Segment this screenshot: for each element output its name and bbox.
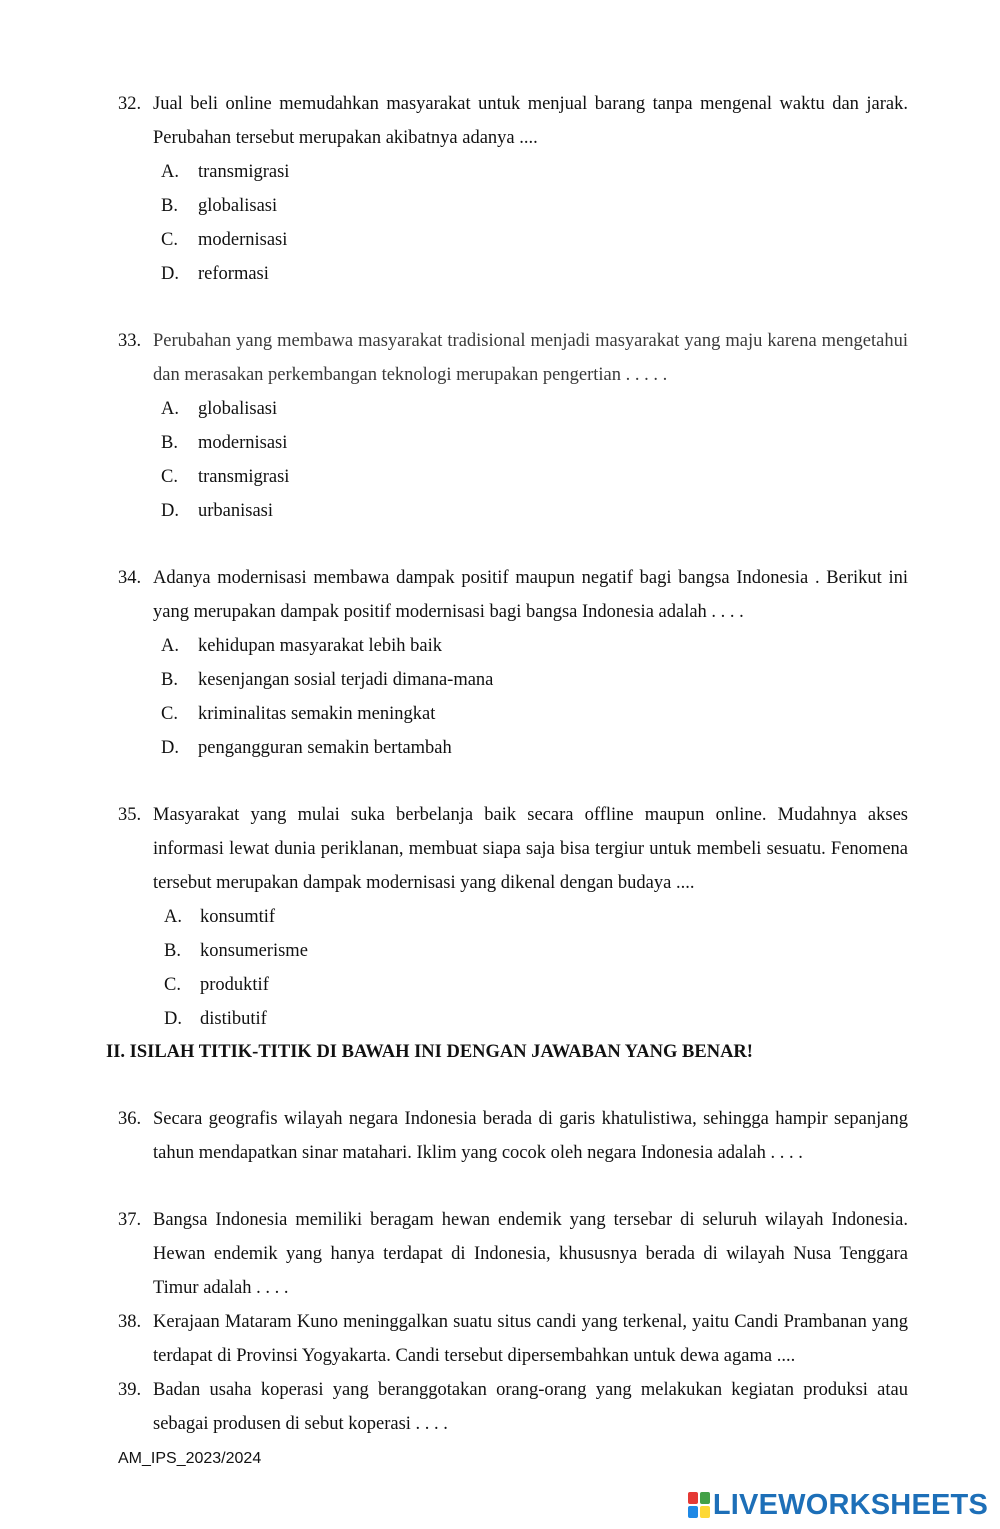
question-number: 34.	[118, 568, 142, 588]
question-text: Secara geografis wilayah negara Indonesia berada di garis khatulistiwa, sehingga hampir sepanjang tahun mendapatkan sinar matahari. Iklim yang cocok oleh negara Indonesia adalah . . . .	[153, 1109, 908, 1163]
option-b[interactable]: B. konsumerisme	[164, 941, 308, 961]
option-list	[118, 155, 908, 291]
question-number: 33.	[118, 331, 142, 351]
question-text: Adanya modernisasi membawa dampak positif maupun negatif bagi bangsa Indonesia . Berikut ini yang merupakan dampak positif modernisasi bagi bangsa Indonesia adalah . . . .	[153, 568, 908, 622]
option-d[interactable]: D. urbanisasi	[161, 501, 274, 521]
question-38	[118, 1305, 908, 1373]
option-c[interactable]: C. kriminalitas semakin meningkat	[161, 704, 436, 724]
question-number: 36.	[118, 1109, 142, 1129]
question-number: 35.	[118, 805, 142, 825]
question-34	[118, 561, 908, 765]
option-b[interactable]: B. modernisasi	[161, 433, 288, 453]
option-list	[118, 392, 908, 528]
option-list	[118, 629, 908, 765]
question-32	[118, 87, 908, 291]
option-list	[118, 900, 908, 1036]
liveworksheets-logo-icon	[688, 1492, 710, 1518]
question-number: 32.	[118, 94, 142, 114]
question-text: Perubahan yang membawa masyarakat tradisional menjadi masyarakat yang maju karena mengetahui dan merasakan perkembangan teknologi merupakan pengertian . . . . .	[153, 331, 908, 385]
footer-code: AM_IPS_2023/2024	[118, 1450, 262, 1467]
logo-square-green	[700, 1492, 710, 1504]
option-b[interactable]: B. kesenjangan sosial terjadi dimana-mana	[161, 670, 494, 690]
brand-name: LIVEWORKSHEETS	[712, 1488, 988, 1521]
option-d[interactable]: D. distibutif	[164, 1009, 267, 1029]
option-a[interactable]: A. globalisasi	[161, 399, 278, 419]
option-d[interactable]: D. reformasi	[161, 264, 269, 284]
liveworksheets-brand[interactable]	[688, 1488, 988, 1522]
option-a[interactable]: A. transmigrasi	[161, 162, 290, 182]
option-c[interactable]: C. transmigrasi	[161, 467, 290, 487]
option-c[interactable]: C. modernisasi	[161, 230, 288, 250]
question-number: 39.	[118, 1380, 142, 1400]
question-text: Kerajaan Mataram Kuno meninggalkan suatu situs candi yang terkenal, yaitu Candi Prambanan yang terdapat di Provinsi Yogyakarta. Candi tersebut dipersembahkan untuk dewa agama ....	[153, 1312, 908, 1366]
question-39	[118, 1373, 908, 1441]
question-number: 37.	[118, 1210, 142, 1230]
option-d[interactable]: D. pengangguran semakin bertambah	[161, 738, 452, 758]
question-text: Masyarakat yang mulai suka berbelanja baik secara offline maupun online. Mudahnya akses informasi lewat dunia periklanan, membuat siapa saja bisa tergiur untuk membeli sesuatu. Fenomena tersebut merupakan dampak modernisasi yang dikenal dengan budaya ....	[153, 805, 908, 893]
question-35	[118, 798, 908, 1036]
question-37	[118, 1203, 908, 1305]
logo-square-yellow	[700, 1506, 710, 1518]
option-b[interactable]: B. globalisasi	[161, 196, 278, 216]
question-36	[118, 1102, 908, 1170]
logo-square-blue	[688, 1506, 698, 1518]
option-a[interactable]: A. konsumtif	[164, 907, 276, 927]
option-a[interactable]: A. kehidupan masyarakat lebih baik	[161, 636, 443, 656]
question-33	[118, 324, 908, 528]
option-c[interactable]: C. produktif	[164, 975, 269, 995]
question-text: Badan usaha koperasi yang beranggotakan orang-orang yang melakukan kegiatan produksi atau sebagai produsen di sebut koperasi . . . .	[153, 1380, 908, 1434]
section-title: II. ISILAH TITIK-TITIK DI BAWAH INI DENGAN JAWABAN YANG BENAR!	[106, 1042, 753, 1062]
question-text: Bangsa Indonesia memiliki beragam hewan endemik yang tersebar di seluruh wilayah Indonesia. Hewan endemik yang hanya terdapat di Indonesia, khususnya berada di wilayah Nusa Tenggara Timur adalah . . . .	[153, 1210, 908, 1298]
question-text: Jual beli online memudahkan masyarakat untuk menjual barang tanpa mengenal waktu dan jarak. Perubahan tersebut merupakan akibatnya adanya ....	[153, 94, 908, 148]
logo-square-red	[688, 1492, 698, 1504]
question-number: 38.	[118, 1312, 142, 1332]
